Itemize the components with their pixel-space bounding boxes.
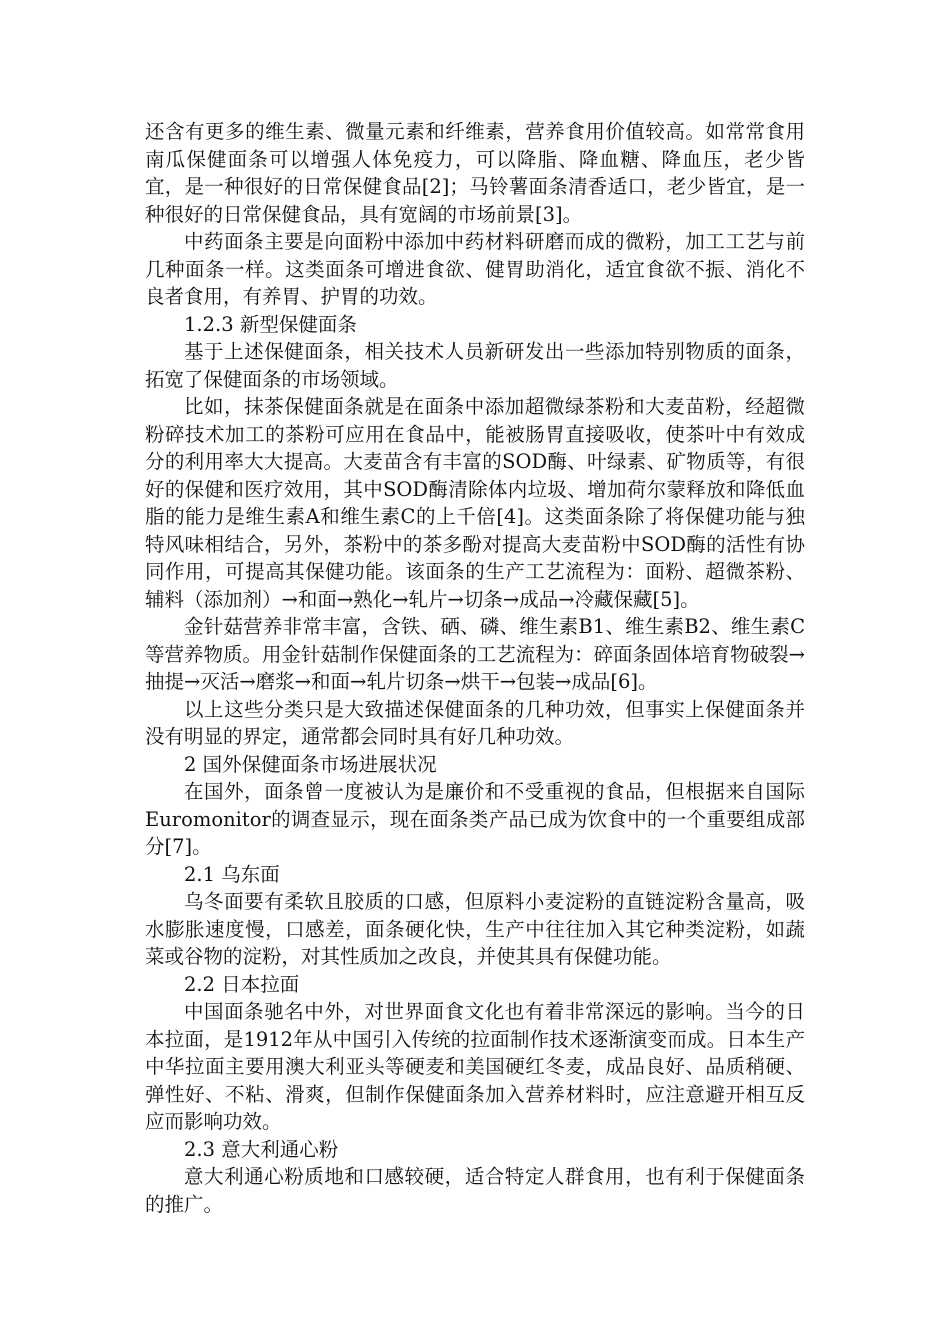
- paragraph-foreign-market: 在国外，面条曾一度被认为是廉价和不受重视的食品，但根据来自国际Euromonitor的调查显示，现在面条类产品已成为饮食中的一个重要组成部分[7]。: [145, 780, 805, 858]
- paragraph-new-noodles-intro: 基于上述保健面条，相关技术人员新研发出一些添加特别物质的面条，拓宽了保健面条的市场领域。: [145, 340, 805, 391]
- paragraph-udon: 乌冬面要有柔软且胶质的口感，但原料小麦淀粉的直链淀粉含量高，吸水膨胀速度慢，口感差，面条硬化快，生产中往往加入其它种类淀粉，如蔬菜或谷物的淀粉，对其性质加之改良，并使其具有保健功能。: [145, 890, 805, 968]
- section-heading-2-2: 2.2 日本拉面: [184, 972, 300, 996]
- section-heading-2-1: 2.1 乌东面: [184, 862, 280, 886]
- paragraph-macaroni: 意大利通心粉质地和口感较硬，适合特定人群食用，也有利于保健面条的推广。: [145, 1165, 805, 1216]
- paragraph-enoki-noodles: 金针菇营养非常丰富，含铁、硒、磷、维生素B1、维生素B2、维生素C等营养物质。用金针菇制作保健面条的工艺流程为：碎面条固体培育物破裂→抽提→灭活→磨浆→和面→轧片切条→烘干→包装→成品[6]。: [145, 615, 805, 693]
- section-heading-2-3: 2.3 意大利通心粉: [184, 1137, 339, 1161]
- paragraph-ramen: 中国面条驰名中外，对世界面食文化也有着非常深远的影响。当今的日本拉面，是1912年从中国引入传统的拉面制作技术逐渐演变而成。日本生产中华拉面主要用澳大利亚头等硬麦和美国硬红冬麦，成品良好、品质稍硬、弹性好、不粘、滑爽，但制作保健面条加入营养材料时，应注意避开相互反应而影响功效。: [145, 1000, 805, 1133]
- section-heading-1-2-3: 1.2.3 新型保健面条: [184, 312, 357, 336]
- section-heading-2: 2 国外保健面条市场进展状况: [184, 752, 437, 776]
- paragraph-nutrition-continued: 还含有更多的维生素、微量元素和纤维素，营养食用价值较高。如常常食用南瓜保健面条可以增强人体免疫力，可以降脂、降血糖、降血压，老少皆宜，是一种很好的日常保健食品[2]；马铃薯面条清香适口，老少皆宜，是一种很好的日常保健食品，具有宽阔的市场前景[3]。: [145, 120, 805, 226]
- document-body: [145, 118, 805, 1218]
- paragraph-classification-summary: 以上这些分类只是大致描述保健面条的几种功效，但事实上保健面条并没有明显的界定，通常都会同时具有好几种功效。: [145, 697, 805, 748]
- paragraph-herbal-noodles: 中药面条主要是向面粉中添加中药材料研磨而成的微粉，加工工艺与前几种面条一样。这类面条可增进食欲、健胃助消化，适宜食欲不振、消化不良者食用，有养胃、护胃的功效。: [145, 230, 805, 308]
- paragraph-matcha-noodles: 比如，抹茶保健面条就是在面条中添加超微绿茶粉和大麦苗粉，经超微粉碎技术加工的茶粉可应用在食品中，能被肠胃直接吸收，使茶叶中有效成分的利用率大大提高。大麦苗含有丰富的SOD酶、叶绿素、矿物质等，有很好的保健和医疗效用，其中SOD酶清除体内垃圾、增加荷尔蒙释放和降低血脂的能力是维生素A和维生素C的上千倍[4]。这类面条除了将保健功能与独特风味相结合，另外，茶粉中的茶多酚对提高大麦苗粉中SOD酶的活性有协同作用，可提高其保健功能。该面条的生产工艺流程为：面粉、超微茶粉、辅料（添加剂）→和面→熟化→轧片→切条→成品→冷藏保藏[5]。: [145, 395, 805, 611]
